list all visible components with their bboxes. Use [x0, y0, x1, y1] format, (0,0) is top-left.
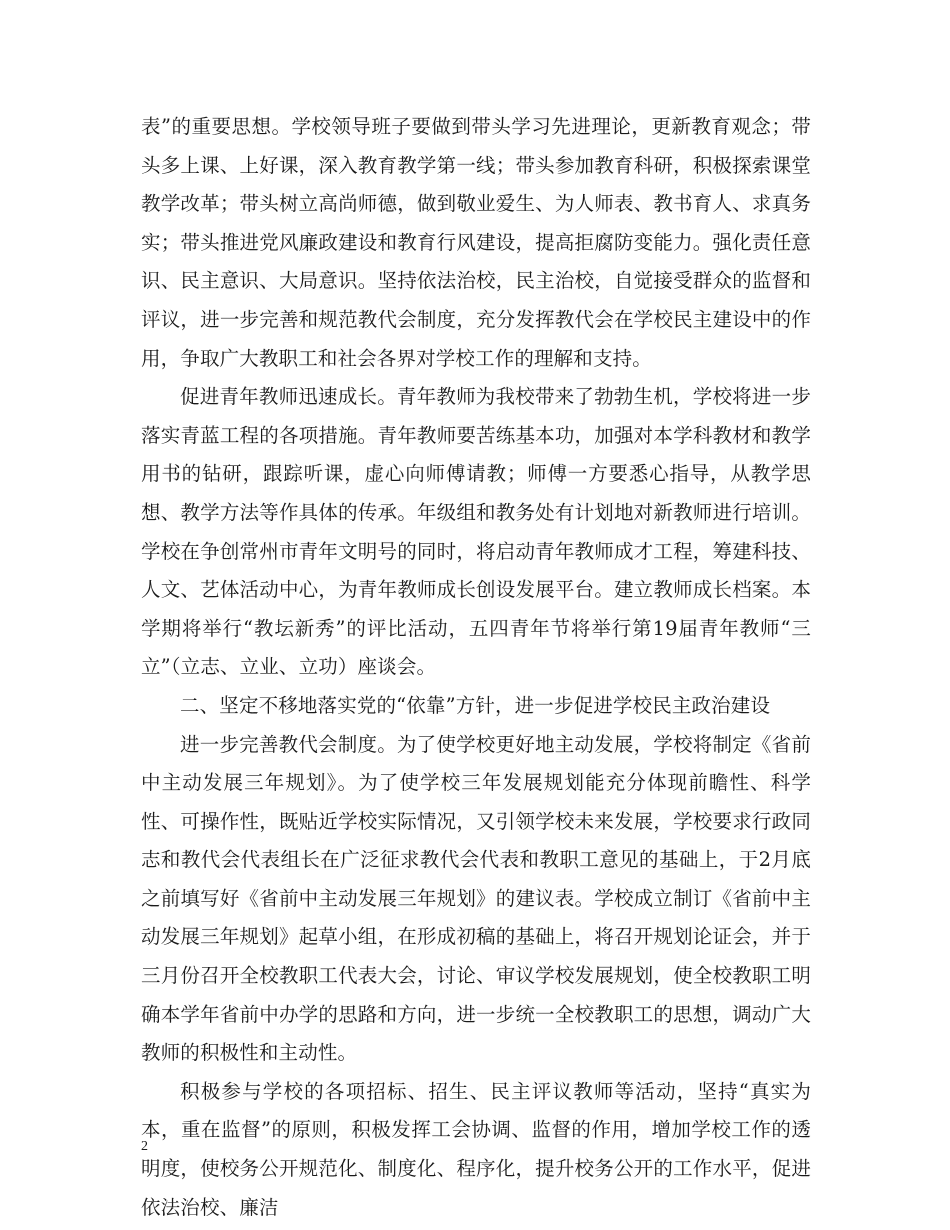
paragraph-congress-system: 进一步完善教代会制度。为了使学校更好地主动发展，学校将制定《省前中主动发展三年规划》。为了使学校三年发展规划能充分体现前瞻性、科学性、可操作性，既贴近学校实际情况，又引领学校未来发展，学校要求行政同志和教代会代表组长在广泛征求教代会代表和教职工意见的基础上，于2月底之前填写好《省前中主动发展三年规划》的建议表。学校成立制订《省前中主动发展三年规划》起草小组，在形成初稿的基础上，将召开规划论证会，并于三月份召开全校教职工代表大会，讨论、审议学校发展规划，使全校教职工明确本学年省前中办学的思路和方向，进一步统一全校教职工的思想，调动广大教师的积极性和主动性。	[141, 732, 811, 1065]
section-heading-democracy: 二、坚定不移地落实党的“依靠”方针，进一步促进学校民主政治建设	[180, 693, 771, 717]
paragraph-young-teachers: 促进青年教师迅速成长。青年教师为我校带来了勃勃生机，学校将进一步落实青蓝工程的各项措施。青年教师要苦练基本功，加强对本学科教材和教学用书的钻研，跟踪听课，虚心向师傅请教；师傅一方要悉心指导，从教学思想、教学方法等作具体的传承。年级组和教务处有计划地对新教师进行培训。学校在争创常州市青年文明号的同时，将启动青年教师成才工程，筹建科技、人文、艺体活动中心，为青年教师成长创设发展平台。建立教师成长档案。本学期将举行“教坛新秀”的评比活动，五四青年节将举行第19届青年教师“三立”（立志、立业、立功）座谈会。	[141, 385, 811, 679]
page-body	[141, 108, 811, 1227]
paragraph-leadership: 表”的重要思想。学校领导班子要做到带头学习先进理论，更新教育观念；带头多上课、上好课，深入教育教学第一线；带头参加教育科研，积极探索课堂教学改革；带头树立高尚师德，做到敬业爱生、为人师表、教书育人、求真务实；带头推进党风廉政建设和教育行风建设，提高拒腐防变能力。强化责任意识、民主意识、大局意识。坚持依法治校，民主治校，自觉接受群众的监督和评议，进一步完善和规范教代会制度，充分发挥教代会在学校民主建设中的作用，争取广大教职工和社会各界对学校工作的理解和支持。	[141, 115, 811, 370]
page-number: 2	[141, 1139, 148, 1154]
paragraph-participation: 积极参与学校的各项招标、招生、民主评议教师等活动，坚持“真实为本，重在监督”的原则，积极发挥工会协调、监督的作用，增加学校工作的透明度，使校务公开规范化、制度化、程序化，提升校务公开的工作水平，促进依法治校、廉洁	[141, 1079, 811, 1219]
